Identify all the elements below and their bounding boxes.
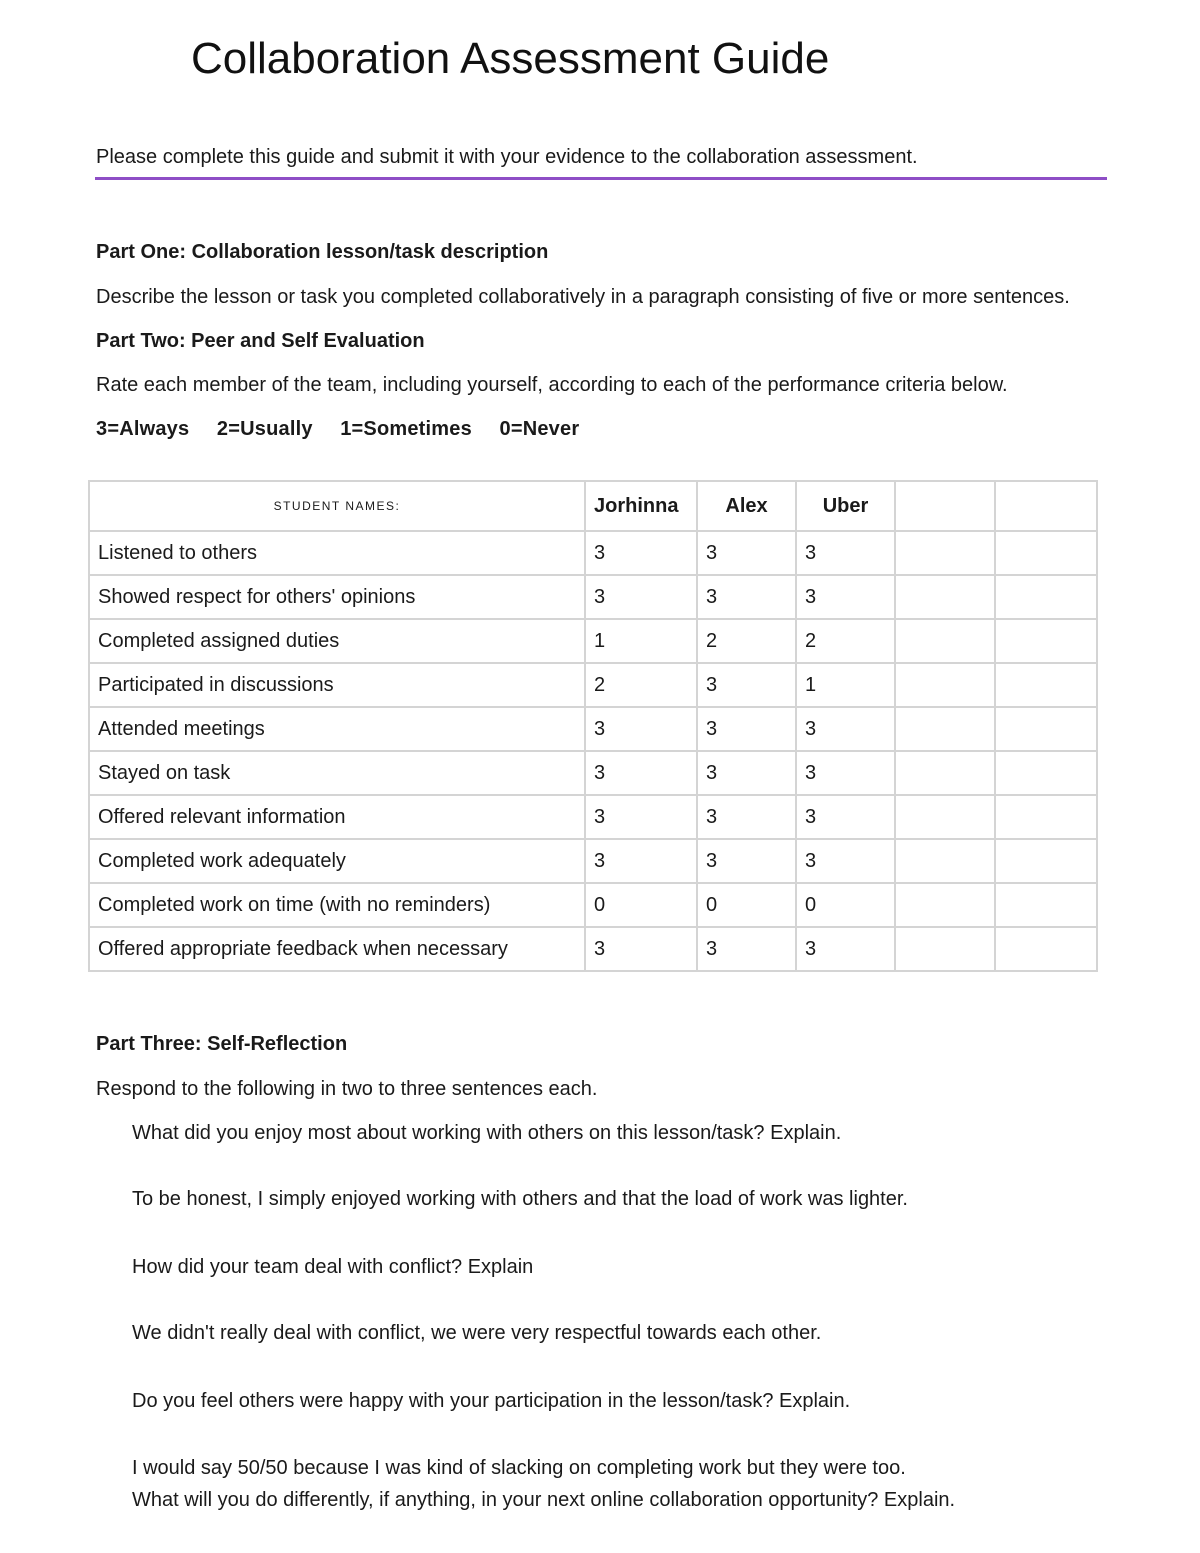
score-cell: 3 xyxy=(796,795,895,839)
score-cell: 0 xyxy=(697,883,796,927)
table-row xyxy=(89,531,1097,575)
student-name-header: Jorhinna xyxy=(585,481,697,531)
student-names-label: STUDENT NAMES: xyxy=(89,481,585,531)
score-cell: 3 xyxy=(585,707,697,751)
criterion-cell: Offered appropriate feedback when necessary xyxy=(89,927,585,971)
student-name-header xyxy=(895,481,995,531)
criterion-cell: Showed respect for others' opinions xyxy=(89,575,585,619)
table-row xyxy=(89,751,1097,795)
score-cell xyxy=(995,619,1097,663)
score-cell xyxy=(895,927,995,971)
score-cell: 3 xyxy=(697,707,796,751)
rating-key-item: 0=Never xyxy=(499,418,580,440)
score-cell: 3 xyxy=(585,531,697,575)
table-row xyxy=(89,839,1097,883)
score-cell xyxy=(995,531,1097,575)
answer-text: We didn't really deal with conflict, we were very respectful towards each other. xyxy=(132,1322,822,1344)
score-cell: 3 xyxy=(697,663,796,707)
score-cell: 3 xyxy=(697,927,796,971)
score-cell xyxy=(895,663,995,707)
score-cell xyxy=(995,839,1097,883)
score-cell: 3 xyxy=(585,795,697,839)
part-two-instruction: Rate each member of the team, including yourself, according to each of the performance criteria below. xyxy=(96,374,1008,396)
rating-key-item: 3=Always xyxy=(96,418,190,440)
score-cell: 3 xyxy=(796,531,895,575)
table-row xyxy=(89,707,1097,751)
score-cell xyxy=(995,927,1097,971)
part-one-instruction: Describe the lesson or task you completed collaboratively in a paragraph consisting of five or more sentences. xyxy=(96,286,1070,308)
student-name-header xyxy=(995,481,1097,531)
criterion-cell: Completed work adequately xyxy=(89,839,585,883)
score-cell: 1 xyxy=(585,619,697,663)
score-cell xyxy=(995,707,1097,751)
score-cell: 3 xyxy=(796,927,895,971)
title-divider xyxy=(95,177,1107,180)
intro-text: Please complete this guide and submit it with your evidence to the collaboration assessment. xyxy=(96,146,918,168)
criterion-cell: Listened to others xyxy=(89,531,585,575)
score-cell xyxy=(895,575,995,619)
criterion-cell: Participated in discussions xyxy=(89,663,585,707)
score-cell: 2 xyxy=(585,663,697,707)
score-cell xyxy=(895,839,995,883)
score-cell: 3 xyxy=(796,751,895,795)
table-row xyxy=(89,663,1097,707)
score-cell: 0 xyxy=(796,883,895,927)
question-text: What will you do differently, if anything, in your next online collaboration opportunity? Explain. xyxy=(132,1489,956,1511)
table-row xyxy=(89,619,1097,663)
score-cell: 3 xyxy=(796,575,895,619)
score-cell xyxy=(895,795,995,839)
score-cell: 3 xyxy=(796,707,895,751)
score-cell xyxy=(995,575,1097,619)
answer-text: I would say 50/50 because I was kind of slacking on completing work but they were too. xyxy=(132,1457,906,1479)
score-cell: 3 xyxy=(697,751,796,795)
score-cell: 3 xyxy=(585,927,697,971)
criterion-cell: Completed assigned duties xyxy=(89,619,585,663)
score-cell: 3 xyxy=(585,751,697,795)
question-text: Do you feel others were happy with your participation in the lesson/task? Explain. xyxy=(132,1390,851,1412)
criterion-cell: Offered relevant information xyxy=(89,795,585,839)
question-text: What did you enjoy most about working with others on this lesson/task? Explain. xyxy=(132,1122,842,1144)
criterion-cell: Stayed on task xyxy=(89,751,585,795)
criterion-cell: Completed work on time (with no reminders) xyxy=(89,883,585,927)
answer-text: To be honest, I simply enjoyed working with others and that the load of work was lighter. xyxy=(132,1188,908,1210)
part-two-heading: Part Two: Peer and Self Evaluation xyxy=(96,330,425,352)
score-cell xyxy=(895,619,995,663)
score-cell xyxy=(895,883,995,927)
part-three-heading: Part Three: Self-Reflection xyxy=(96,1033,348,1055)
score-cell: 3 xyxy=(796,839,895,883)
score-cell xyxy=(995,663,1097,707)
student-name-header: Uber xyxy=(796,481,895,531)
evaluation-table xyxy=(88,480,1098,972)
score-cell: 2 xyxy=(796,619,895,663)
question-text: How did your team deal with conflict? Explain xyxy=(132,1256,534,1278)
student-name-header: Alex xyxy=(697,481,796,531)
score-cell: 3 xyxy=(697,795,796,839)
score-cell: 3 xyxy=(697,575,796,619)
rating-key-item: 1=Sometimes xyxy=(340,418,472,440)
score-cell xyxy=(895,751,995,795)
score-cell xyxy=(995,883,1097,927)
table-row xyxy=(89,795,1097,839)
score-cell: 3 xyxy=(585,575,697,619)
table-row xyxy=(89,883,1097,927)
score-cell xyxy=(995,751,1097,795)
score-cell: 3 xyxy=(585,839,697,883)
score-cell: 3 xyxy=(697,839,796,883)
document-title: Collaboration Assessment Guide xyxy=(191,34,830,83)
score-cell xyxy=(995,795,1097,839)
score-cell: 2 xyxy=(697,619,796,663)
score-cell: 1 xyxy=(796,663,895,707)
rating-key-item: 2=Usually xyxy=(216,418,313,440)
table-header-row xyxy=(89,481,1097,531)
table-row xyxy=(89,927,1097,971)
score-cell: 0 xyxy=(585,883,697,927)
score-cell: 3 xyxy=(697,531,796,575)
score-cell xyxy=(895,707,995,751)
rating-key xyxy=(96,418,579,441)
part-three-instruction: Respond to the following in two to three sentences each. xyxy=(96,1078,598,1100)
score-cell xyxy=(895,531,995,575)
criterion-cell: Attended meetings xyxy=(89,707,585,751)
table-row xyxy=(89,575,1097,619)
part-one-heading: Part One: Collaboration lesson/task description xyxy=(96,241,549,263)
